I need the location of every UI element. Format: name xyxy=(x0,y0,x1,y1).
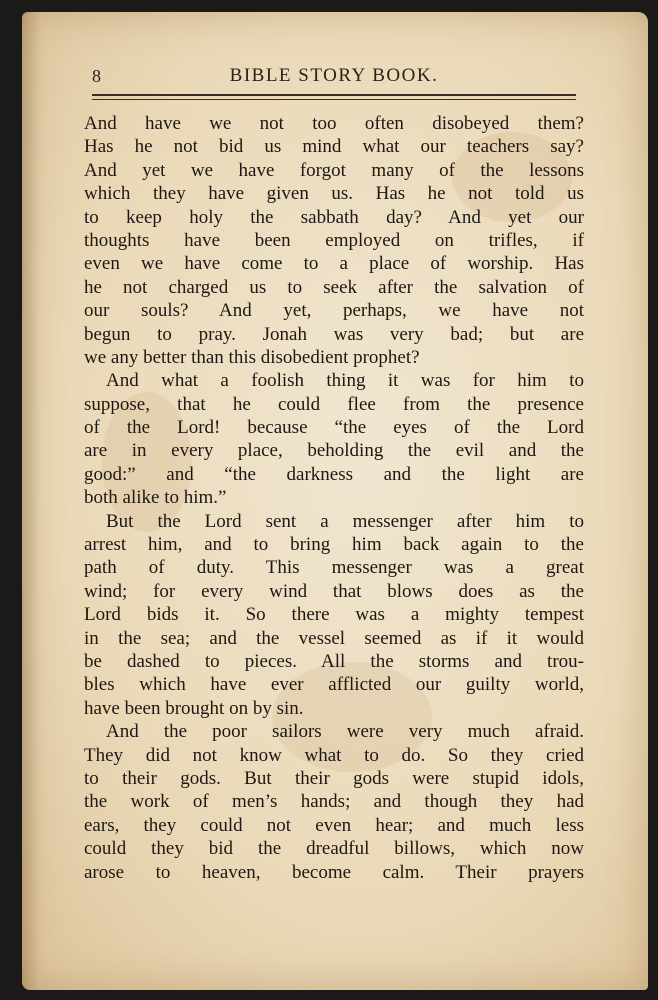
text-line: begun to pray. Jonah was very bad; but are xyxy=(84,323,584,345)
text-line: bles which have ever afflicted our guilty world, xyxy=(84,674,584,696)
page-number: 8 xyxy=(92,66,101,86)
text-line: he not charged us to seek after the salvation of xyxy=(84,276,584,298)
text-line: be dashed to pieces. All the storms and trou- xyxy=(84,650,584,672)
text-line: thoughts have been employed on trifles, if xyxy=(84,229,584,251)
running-header xyxy=(92,60,576,90)
text-line: we any better than this disobedient prophet? xyxy=(84,346,420,368)
text-line: could they bid the dreadful billows, which now xyxy=(84,838,584,860)
text-line: arrest him, and to bring him back again to the xyxy=(84,534,584,556)
text-line: wind; for every wind that blows does as the xyxy=(84,580,584,602)
text-line: Lord bids it. So there was a mighty tempest xyxy=(84,604,584,626)
text-line: to their gods. But their gods were stupid idols, xyxy=(84,767,584,789)
text-line: And have we not too often disobeyed them? xyxy=(84,113,584,134)
page-binding-edge xyxy=(22,12,40,990)
text-line: both alike to him.” xyxy=(84,487,227,509)
text-line: suppose, that he could flee from the presence xyxy=(84,393,584,415)
text-line: are in every place, beholding the evil and the xyxy=(84,440,584,462)
text-line: And yet we have forgot many of the lessons xyxy=(84,159,584,181)
text-line: path of duty. This messenger was a great xyxy=(84,557,584,579)
text-line: And what a foolish thing it was for him to xyxy=(106,370,584,392)
text-line: of the Lord! because “the eyes of the Lord xyxy=(84,417,584,439)
text-line: even we have come to a place of worship. Has xyxy=(84,253,584,275)
text-line: the work of men’s hands; and though they had xyxy=(84,791,584,813)
text-line: to keep holy the sabbath day? And yet our xyxy=(84,206,584,228)
header-rule-thick xyxy=(92,94,576,96)
text-line: Has he not bid us mind what our teachers say? xyxy=(84,136,584,158)
text-line: good:” and “the darkness and the light are xyxy=(84,463,584,485)
text-line: ears, they could not even hear; and much less xyxy=(84,814,584,836)
body-text xyxy=(84,112,584,884)
header-rule-thin xyxy=(92,99,576,100)
text-line: have been brought on by sin. xyxy=(84,697,304,719)
text-line: arose to heaven, become calm. Their prayers xyxy=(84,861,584,883)
text-line: But the Lord sent a messenger after him to xyxy=(106,510,584,532)
text-line: in the sea; and the vessel seemed as if it would xyxy=(84,627,584,649)
text-line: which they have given us. Has he not told us xyxy=(84,183,584,205)
text-line: And the poor sailors were very much afraid. xyxy=(106,721,584,743)
text-line: They did not know what to do. So they cried xyxy=(84,744,584,766)
text-line: our souls? And yet, perhaps, we have not xyxy=(84,300,584,322)
running-title: BIBLE STORY BOOK. xyxy=(229,65,439,86)
